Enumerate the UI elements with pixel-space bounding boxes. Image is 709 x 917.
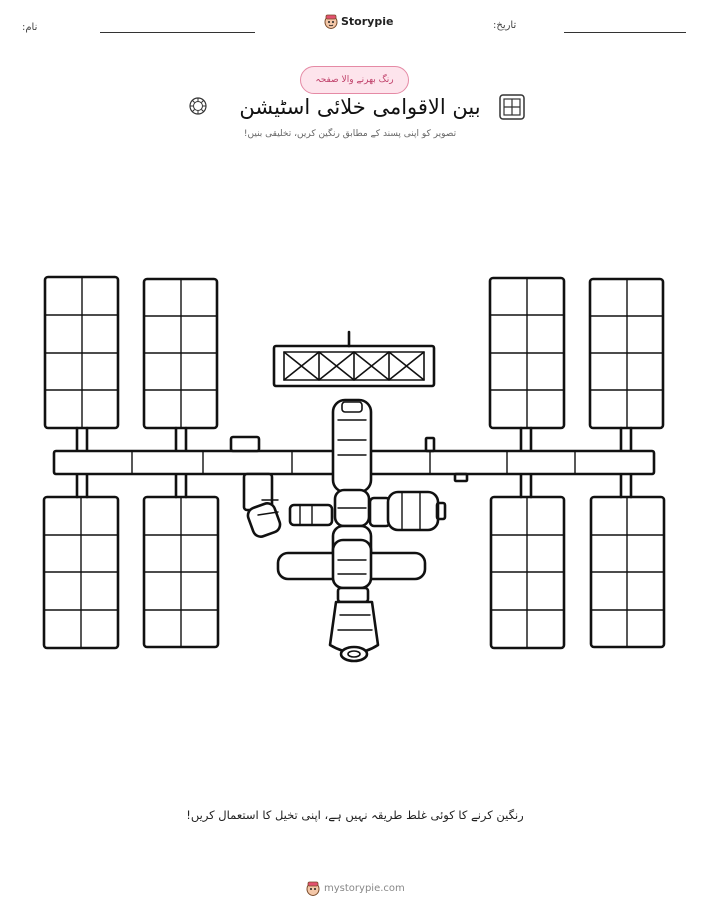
left-modules bbox=[244, 474, 282, 539]
footer-message: رنگین کرنے کا کوئی غلط طریقہ نہیں ہے، اپنی تخیل کا استعمال کریں! bbox=[186, 808, 524, 822]
footer-site-link[interactable]: mystorypie.com bbox=[324, 882, 405, 894]
radiator-panel bbox=[274, 332, 434, 386]
page-subtitle: تصویر کو اپنی پسند کے مطابق رنگین کریں، تخلیقی بنیں! bbox=[243, 129, 457, 139]
lower-crossbar bbox=[278, 540, 425, 588]
docked-capsule bbox=[330, 588, 378, 661]
name-label: نام: bbox=[22, 22, 38, 33]
footer-brand[interactable] bbox=[306, 880, 405, 896]
brand-name: Storypie bbox=[341, 14, 394, 28]
page-type-badge: رنگ بھرنے والا صفحہ bbox=[300, 66, 409, 94]
page-title: بین الاقوامی خلائی اسٹیشن bbox=[239, 95, 481, 119]
date-label: تاریخ: bbox=[493, 20, 517, 31]
storypie-mascot-icon bbox=[306, 880, 320, 896]
